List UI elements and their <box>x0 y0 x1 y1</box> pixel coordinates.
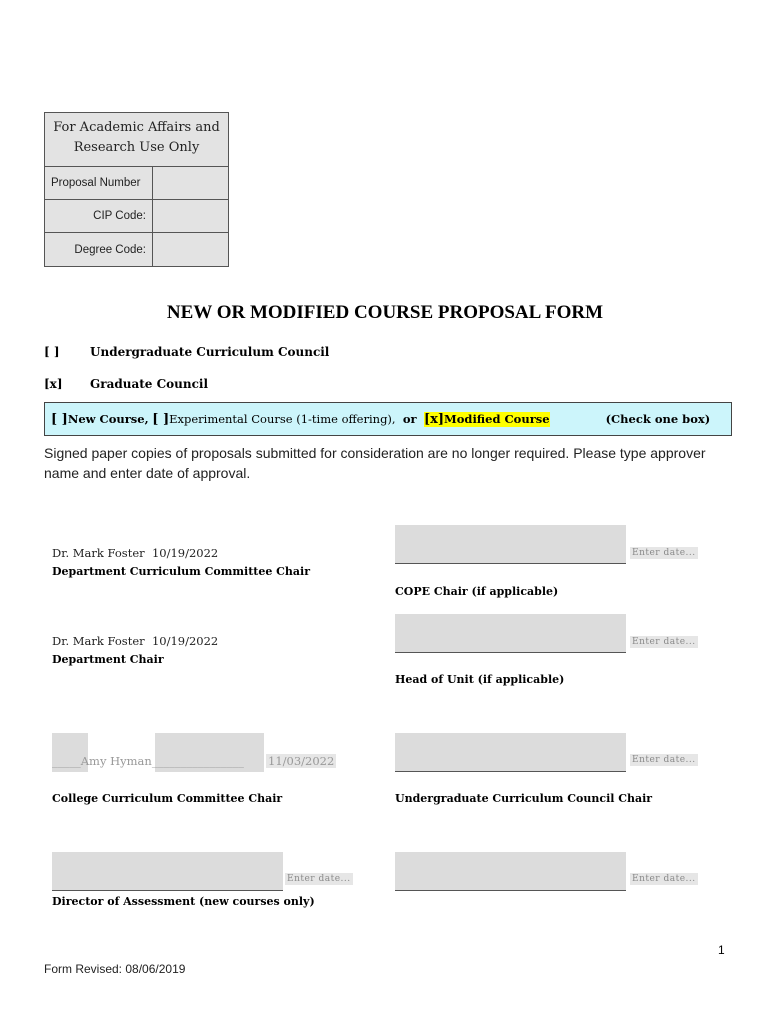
extra-date-field[interactable]: Enter date... <box>632 874 696 884</box>
council-option-undergraduate[interactable] <box>44 345 329 359</box>
degree-code-row <box>45 233 228 266</box>
check-one-instruction: (Check one box) <box>605 412 711 426</box>
proposal-number-field[interactable] <box>153 167 228 199</box>
modified-course-checkbox[interactable]: [x] <box>423 411 444 427</box>
dept-committee-signature[interactable] <box>52 546 218 560</box>
course-type-box <box>44 402 732 436</box>
assessment-role: Director of Assessment (new courses only) <box>52 895 315 908</box>
cip-code-label: CIP Code: <box>45 200 153 232</box>
page-number: 1 <box>718 943 725 957</box>
modified-course-label: Modified Course <box>444 411 550 426</box>
experimental-course-checkbox[interactable]: [ ] <box>152 411 170 427</box>
ugcc-name-field[interactable] <box>395 733 626 772</box>
cope-role: COPE Chair (if applicable) <box>395 585 559 598</box>
college-suffix: ________________ <box>151 754 244 768</box>
dept-chair-signature[interactable] <box>52 634 218 648</box>
or-text: or <box>402 412 417 426</box>
graduate-council-label: Graduate Council <box>90 377 209 391</box>
cope-name-field[interactable] <box>395 525 626 564</box>
head-unit-date-field[interactable]: Enter date... <box>632 637 696 647</box>
form-title: NEW OR MODIFIED COURSE PROPOSAL FORM <box>166 302 604 323</box>
dept-committee-role: Department Curriculum Committee Chair <box>52 565 311 578</box>
dept-committee-name: Dr. Mark Foster <box>52 546 145 560</box>
degree-code-field[interactable] <box>153 233 228 266</box>
head-unit-role: Head of Unit (if applicable) <box>395 673 565 686</box>
cip-code-row <box>45 200 228 233</box>
college-name: Amy Hyman <box>80 754 152 768</box>
council-option-graduate[interactable] <box>44 377 208 391</box>
college-signature[interactable] <box>52 754 244 768</box>
new-course-label: New Course, <box>67 412 149 426</box>
college-date[interactable]: 11/03/2022 <box>268 754 335 768</box>
dept-chair-name: Dr. Mark Foster <box>52 634 145 648</box>
dept-committee-date: 10/19/2022 <box>151 546 219 560</box>
proposal-number-label: Proposal Number <box>45 167 153 199</box>
office-use-box <box>44 112 229 267</box>
ugcc-date-field[interactable]: Enter date... <box>632 755 696 765</box>
cope-date-field[interactable]: Enter date... <box>632 548 696 558</box>
undergraduate-council-label: Undergraduate Curriculum Council <box>90 345 330 359</box>
college-role: College Curriculum Committee Chair <box>52 792 283 805</box>
experimental-course-label: Experimental Course (1-time offering), <box>169 412 396 426</box>
dept-chair-role: Department Chair <box>52 653 164 666</box>
proposal-number-row <box>45 167 228 200</box>
assessment-date-field[interactable]: Enter date... <box>287 874 351 884</box>
ugcc-role: Undergraduate Curriculum Council Chair <box>395 792 653 805</box>
office-use-heading: For Academic Affairs and Research Use Only <box>45 113 228 167</box>
assessment-name-field[interactable] <box>52 852 283 891</box>
graduate-checkbox[interactable]: [x] <box>44 377 63 391</box>
head-unit-name-field[interactable] <box>395 614 626 653</box>
extra-name-field[interactable] <box>395 852 626 891</box>
form-revised-footer: Form Revised: 08/06/2019 <box>44 962 186 976</box>
new-course-checkbox[interactable]: [ ] <box>51 411 68 427</box>
approval-notice: Signed paper copies of proposals submitted for consideration are no longer required. Please type approver name and enter date of approval. <box>44 445 706 481</box>
college-prefix: _____ <box>52 754 81 768</box>
undergraduate-checkbox[interactable]: [ ] <box>44 345 60 359</box>
cip-code-field[interactable] <box>153 200 228 232</box>
dept-chair-date: 10/19/2022 <box>151 634 219 648</box>
degree-code-label: Degree Code: <box>45 233 153 266</box>
